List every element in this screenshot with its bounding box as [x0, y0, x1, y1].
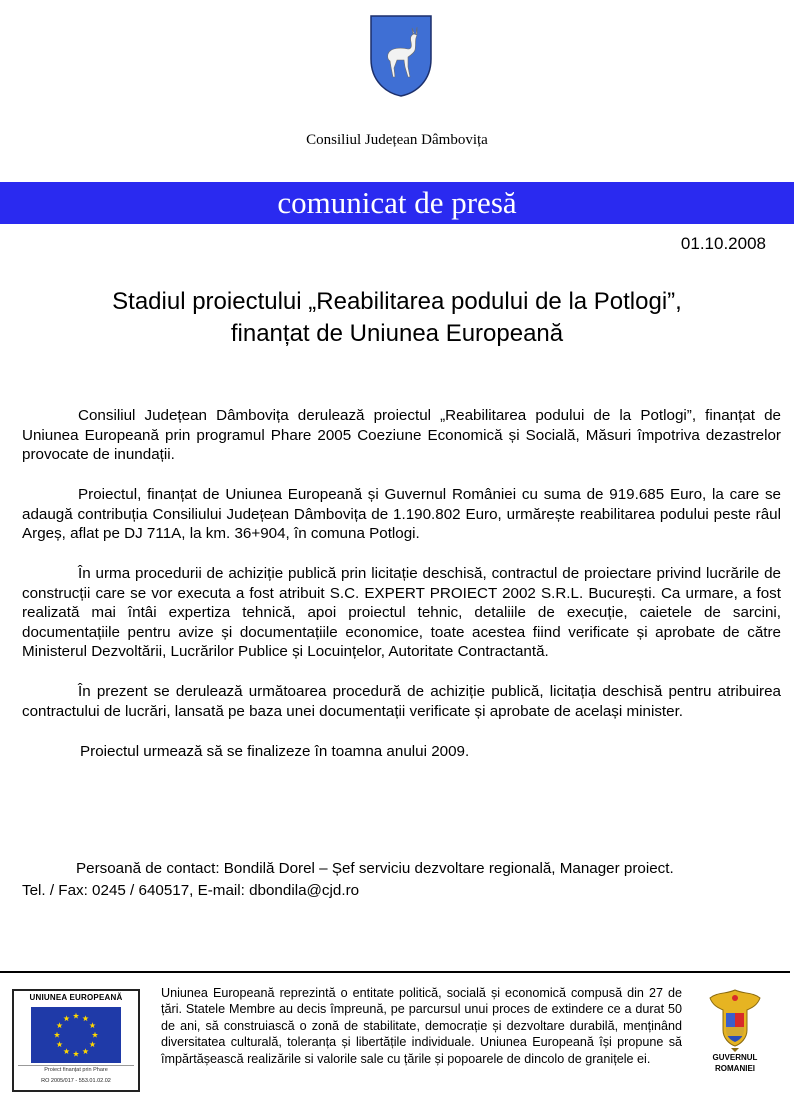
press-release-body	[22, 406, 781, 782]
footer-divider	[0, 971, 790, 973]
romanian-government-logo	[701, 986, 769, 1078]
eu-logo	[12, 989, 140, 1092]
contact-phone-email: Tel. / Fax: 0245 / 640517, E-mail: dbondila@cjd.ro	[22, 882, 360, 899]
contact-info	[22, 858, 792, 902]
body-paragraph: Consiliul Județean Dâmbovița derulează proiectul „Reabilitarea podului de la Potlogi”, finanțat de Uniunea Europeană prin programul Phare 2005 Coeziune Economică și Socială, Măsuri împotriva dezastrelor provocate de inundații.	[22, 407, 781, 463]
eu-logo-title: UNIUNEA EUROPEANĂ	[29, 993, 123, 1002]
eu-flag-icon	[31, 1007, 121, 1063]
contact-person: Persoană de contact: Bondilă Dorel – Șef serviciu dezvoltare regională, Manager proiect.	[76, 860, 674, 877]
body-paragraph: În prezent se derulează următoarea procedură de achiziție publică, licitația deschisă pentru atribuirea contractului de lucrări, lansată pe baza unei documentații verificate și aprobate de același minister.	[22, 683, 781, 720]
eu-statement: Uniunea Europeană reprezintă o entitate politică, socială și economică compusă din 27 de țări. Statele Membre au decis împreună, pe parcursul unui proces de extindere ce a durat 50 de ani, să construiască o zonă de stabilitate, democrație și dezvoltare durabilă, menținând diversitatea culturală, toleranța și libertățile individuale. Uniunea Europeană își propune să împărtășească realizările si valorile sale cu țările și popoarele de dincolo de granițele ei.	[161, 986, 682, 1066]
headline	[20, 286, 774, 350]
gov-logo-label-1: GUVERNUL	[712, 1053, 758, 1062]
institution-name: Consiliul Județean Dâmbovița	[306, 132, 488, 148]
release-date: 01.10.2008	[680, 234, 766, 253]
eu-logo-code: RO 2005/017 - 553.01.02.02	[41, 1078, 111, 1084]
headline-line-2: finanțat de Uniunea Europeană	[230, 320, 564, 347]
body-paragraph: Proiectul, finanțat de Uniunea Europeană și Guvernul României cu suma de 919.685 Euro, la care se adaugă contribuția Consiliului Județean Dâmbovița de 1.190.802 Euro, urmărește reabilitarea podului peste râul Argeș, aflat pe DJ 711A, la km. 36+904, în comuna Potlogi.	[22, 486, 781, 542]
gov-logo-label-2: ROMANIEI	[715, 1064, 755, 1073]
dambovita-coat-of-arms-icon	[370, 15, 432, 97]
headline-line-1: Stadiul proiectului „Reabilitarea podului de la Potlogi”,	[112, 288, 682, 315]
closing-paragraph: Proiectul urmează să se finalizeze în toamna anului 2009.	[80, 742, 470, 760]
press-release-banner: comunicat de presă	[0, 182, 794, 224]
romania-coat-of-arms-icon	[707, 986, 763, 1052]
eu-logo-caption: Proiect finanțat prin Phare	[18, 1065, 134, 1073]
body-paragraph: În urma procedurii de achiziție publică prin licitație deschisă, contractul de proiectare privind lucrările de construcții care se vor executa a fost atribuit S.C. EXPERT PROIECT 2002 S.R.L. București. Ca urmare, a fost realizată mai întâi expertiza tehnică, apoi proiectul tehnic, detaliile de execuție, caietele de sarcini, documentațiile pentru avize și documentațiile economice, toate acestea fiind verificate și aprobate de către Ministerul Dezvoltării, Lucrărilor Publice și Locuințelor, Autoritate Contractantă.	[22, 565, 781, 660]
